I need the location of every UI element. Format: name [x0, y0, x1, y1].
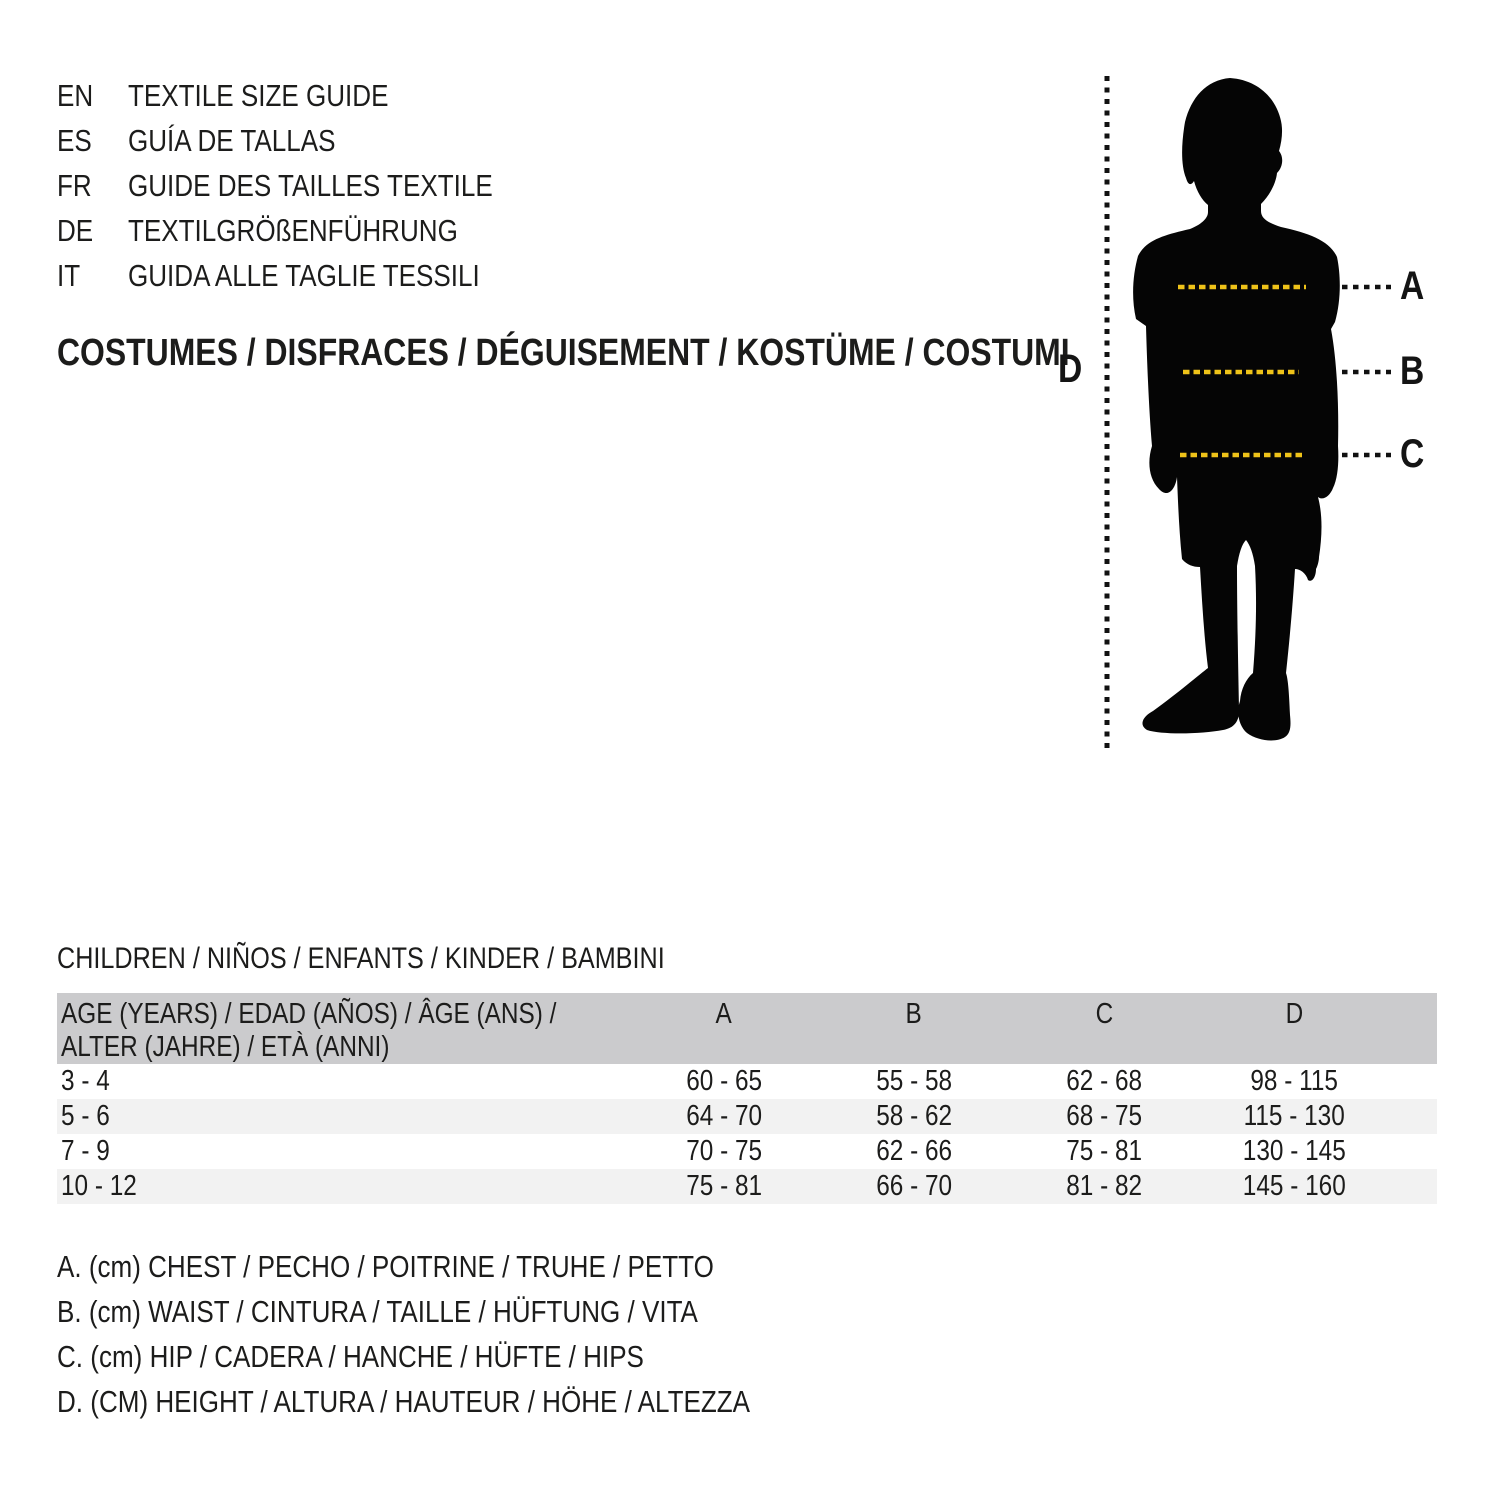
age-cell: 3 - 4 — [61, 1065, 110, 1097]
children-size-table — [57, 993, 1437, 1204]
legend-line-waist: B. (cm) WAIST / CINTURA / TAILLE / HÜFTUNG / VITA — [57, 1294, 698, 1329]
language-row-en — [57, 73, 562, 118]
measure-label-d: D — [1058, 347, 1083, 391]
waist-cell: 55 - 58 — [876, 1065, 952, 1097]
language-row-de — [57, 208, 562, 253]
measure-label-a: A — [1400, 264, 1425, 308]
column-header-a: A — [715, 998, 733, 1030]
language-label: TEXTILGRÖßENFÜHRUNG — [128, 213, 458, 248]
waist-cell: 66 - 70 — [876, 1170, 952, 1202]
legend-line-chest: A. (cm) CHEST / PECHO / POITRINE / TRUHE / PETTO — [57, 1249, 714, 1284]
legend-line-hip: C. (cm) HIP / CADERA / HANCHE / HÜFTE / HIPS — [57, 1339, 644, 1374]
language-label: GUIDE DES TAILLES TEXTILE — [128, 168, 493, 203]
language-row-fr — [57, 163, 562, 208]
height-cell: 145 - 160 — [1242, 1170, 1346, 1202]
language-row-es — [57, 118, 562, 163]
table-row — [57, 1099, 1437, 1134]
language-code: DE — [57, 213, 94, 248]
waist-cell: 62 - 66 — [876, 1135, 952, 1167]
column-header-d: D — [1285, 998, 1303, 1030]
category-title: COSTUMES / DISFRACES / DÉGUISEMENT / KOSTÜME / COSTUMI — [57, 332, 1070, 374]
table-row — [57, 1064, 1437, 1099]
language-label: GUIDA ALLE TAGLIE TESSILI — [128, 258, 480, 293]
language-row-it — [57, 253, 562, 298]
language-code: FR — [57, 168, 92, 203]
column-header-c: C — [1095, 998, 1113, 1030]
table-header-row — [57, 993, 1437, 1064]
chest-cell: 75 - 81 — [686, 1170, 762, 1202]
hip-cell: 62 - 68 — [1066, 1065, 1142, 1097]
measure-label-c: C — [1400, 432, 1425, 476]
language-label: TEXTILE SIZE GUIDE — [128, 78, 389, 113]
language-code: ES — [57, 123, 92, 158]
column-header-b: B — [905, 998, 923, 1030]
height-cell: 115 - 130 — [1243, 1100, 1345, 1132]
language-code: EN — [57, 78, 94, 113]
chest-cell: 70 - 75 — [686, 1135, 762, 1167]
height-cell: 130 - 145 — [1242, 1135, 1346, 1167]
measurement-figure — [1050, 60, 1470, 770]
age-cell: 5 - 6 — [61, 1100, 110, 1132]
age-cell: 7 - 9 — [61, 1135, 110, 1167]
table-row — [57, 1169, 1437, 1204]
waist-cell: 58 - 62 — [876, 1100, 952, 1132]
chest-cell: 60 - 65 — [686, 1065, 762, 1097]
chest-cell: 64 - 70 — [686, 1100, 762, 1132]
measurement-legend — [57, 1244, 882, 1424]
language-list — [57, 73, 562, 298]
language-label: GUÍA DE TALLAS — [128, 123, 336, 158]
height-cell: 98 - 115 — [1250, 1065, 1338, 1097]
hip-cell: 68 - 75 — [1066, 1100, 1142, 1132]
hip-cell: 75 - 81 — [1066, 1135, 1142, 1167]
hip-cell: 81 - 82 — [1066, 1170, 1142, 1202]
table-row — [57, 1134, 1437, 1169]
language-code: IT — [57, 258, 81, 293]
age-cell: 10 - 12 — [61, 1170, 137, 1202]
child-silhouette — [1133, 78, 1340, 740]
age-column-header: AGE (YEARS) / EDAD (AÑOS) / ÂGE (ANS) / ALTER (JAHRE) / ETÀ (ANNI) — [61, 998, 557, 1063]
children-section-title: CHILDREN / NIÑOS / ENFANTS / KINDER / BAMBINI — [57, 942, 665, 975]
legend-line-height: D. (CM) HEIGHT / ALTURA / HAUTEUR / HÖHE / ALTEZZA — [57, 1384, 751, 1419]
measure-label-b: B — [1400, 349, 1425, 393]
